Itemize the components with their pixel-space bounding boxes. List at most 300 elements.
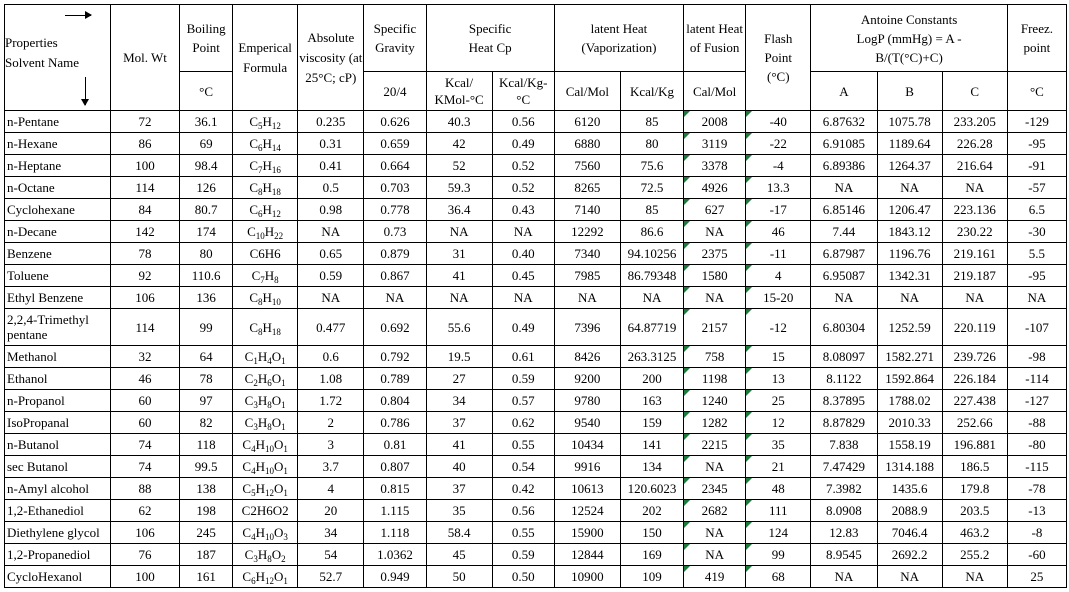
formula-element: H: [255, 437, 265, 452]
antoine-a-cell: 6.95087: [811, 265, 877, 287]
formula-cell: [233, 177, 298, 199]
lf-cell: NA: [684, 456, 746, 478]
antoine-c-cell: 255.2: [942, 544, 1007, 566]
antoine-b-cell: 1558.19: [877, 434, 942, 456]
cp-kg-cell: 0.43: [492, 199, 554, 221]
viscosity-cell: 0.477: [298, 309, 364, 346]
viscosity-cell: 52.7: [298, 566, 364, 588]
formula-subscript: 12: [271, 209, 281, 219]
freezing-point-cell: -129: [1007, 111, 1066, 133]
mol-wt-cell: 106: [110, 522, 179, 544]
cp-kg-cell: 0.56: [492, 111, 554, 133]
formula-element: C: [249, 136, 259, 151]
solvent-name-cell: Ethyl Benzene: [5, 287, 111, 309]
cp-kmol-cell: 37: [426, 412, 492, 434]
formula-element: C: [242, 525, 252, 540]
formula-element: H: [257, 415, 268, 430]
flash-point-cell: -4: [746, 155, 811, 177]
cp-kmol-cell: 40.3: [426, 111, 492, 133]
freezing-point-cell: -30: [1007, 221, 1066, 243]
formula-element: C: [244, 349, 254, 364]
freezing-point-cell: -127: [1007, 390, 1066, 412]
formula-cell: [233, 390, 298, 412]
formula-subscript: 2: [281, 554, 286, 564]
formula-element: H: [257, 349, 268, 364]
solvent-name-cell: n-Amyl alcohol: [5, 478, 111, 500]
formula-subscript: 2: [253, 378, 258, 388]
latent-fusion-header: latent Heat of Fusion: [684, 5, 746, 72]
formula-element: H: [257, 393, 268, 408]
antoine-a-cell: 6.91085: [811, 133, 877, 155]
specific-heat-header: Specific Heat Cp: [426, 5, 554, 72]
lv-kg-cell: 80: [620, 133, 683, 155]
formula-element: H: [264, 224, 275, 239]
table-row: [5, 478, 1067, 500]
lv-mol-cell: 10900: [554, 566, 620, 588]
viscosity-cell: 54: [298, 544, 364, 566]
formula-subscript: 8: [258, 297, 263, 307]
specific-gravity-cell: 0.692: [364, 309, 426, 346]
cp-kg-cell: 0.62: [492, 412, 554, 434]
antoine-c-cell: 186.5: [942, 456, 1007, 478]
boiling-point-cell: 136: [180, 287, 233, 309]
lv-mol-cell: 7140: [554, 199, 620, 221]
cp-kg-cell: 0.45: [492, 265, 554, 287]
specific-gravity-cell: 0.703: [364, 177, 426, 199]
boiling-point-cell: 97: [180, 390, 233, 412]
viscosity-cell: 34: [298, 522, 364, 544]
formula-cell: [233, 346, 298, 368]
formula-element: H: [255, 569, 265, 584]
cp-kmol-cell: 36.4: [426, 199, 492, 221]
cp-kmol-cell: 34: [426, 390, 492, 412]
lv-kg-cell: 86.79348: [620, 265, 683, 287]
freezing-point-cell: -91: [1007, 155, 1066, 177]
lv-kg-cell: 109: [620, 566, 683, 588]
antoine-b-cell: 1435.6: [877, 478, 942, 500]
cp-kg-cell: 0.56: [492, 500, 554, 522]
flash-point-cell: -17: [746, 199, 811, 221]
formula-subscript: 7: [258, 165, 263, 175]
boiling-point-cell: 99: [180, 309, 233, 346]
flash-point-cell: -12: [746, 309, 811, 346]
antoine-b-cell: 1592.864: [877, 368, 942, 390]
antoine-a-cell: 7.44: [811, 221, 877, 243]
antoine-a-cell: 6.87632: [811, 111, 877, 133]
formula-cell: [233, 243, 298, 265]
antoine-a-cell: 6.85146: [811, 199, 877, 221]
formula-element: C: [242, 459, 252, 474]
freezing-point-cell: -95: [1007, 133, 1066, 155]
mol-wt-cell: 60: [110, 390, 179, 412]
lf-cell: 4926: [684, 177, 746, 199]
freezing-point-cell: -13: [1007, 500, 1066, 522]
lf-cell: 2682: [684, 500, 746, 522]
table-row: [5, 265, 1067, 287]
formula-subscript: 5: [258, 121, 263, 131]
formula-element: C: [251, 268, 261, 283]
antoine-a-cell: 7.47429: [811, 456, 877, 478]
cp-kmol-cell: 52: [426, 155, 492, 177]
antoine-b-cell: 7046.4: [877, 522, 942, 544]
mol-wt-cell: 106: [110, 287, 179, 309]
viscosity-cell: 0.59: [298, 265, 364, 287]
mol-wt-cell: 114: [110, 177, 179, 199]
antoine-a-cell: 7.838: [811, 434, 877, 456]
formula-subscript: 7: [260, 275, 265, 285]
freezing-point-cell: 25: [1007, 566, 1066, 588]
lf-cell: NA: [684, 544, 746, 566]
cp-kmol-cell: 41: [426, 434, 492, 456]
antoine-a-cell: 8.1122: [811, 368, 877, 390]
formula-cell: [233, 265, 298, 287]
viscosity-header: Absolute viscosity (at 25°C; cP): [298, 5, 364, 111]
formula-element: C2H6O2: [241, 503, 289, 518]
lv-kg-cell: 134: [620, 456, 683, 478]
mol-wt-cell: 142: [110, 221, 179, 243]
cp-kmol-cell: 41: [426, 265, 492, 287]
formula-subscript: 1: [281, 356, 286, 366]
solvent-name-cell: 1,2-Propanediol: [5, 544, 111, 566]
viscosity-cell: 0.31: [298, 133, 364, 155]
freezing-point-cell: -57: [1007, 177, 1066, 199]
formula-element: H: [255, 525, 265, 540]
cp-kmol-cell: 45: [426, 544, 492, 566]
lf-cell: 627: [684, 199, 746, 221]
lf-cell: NA: [684, 522, 746, 544]
viscosity-cell: 20: [298, 500, 364, 522]
formula-subscript: 12: [264, 576, 274, 586]
solvent-name-cell: Methanol: [5, 346, 111, 368]
cp-kg-cell: NA: [492, 221, 554, 243]
solvent-name-cell: sec Butanol: [5, 456, 111, 478]
solvent-name-cell: Benzene: [5, 243, 111, 265]
specific-gravity-cell: 1.0362: [364, 544, 426, 566]
cp-kmol-cell: 55.6: [426, 309, 492, 346]
cp-kmol-cell: 59.3: [426, 177, 492, 199]
table-row: [5, 522, 1067, 544]
lv-mol-cell: 7985: [554, 265, 620, 287]
lv-mol-cell: 7340: [554, 243, 620, 265]
sg-unit: 20/4: [364, 72, 426, 111]
lf-cell: 758: [684, 346, 746, 368]
antoine-c-cell: NA: [942, 566, 1007, 588]
table-row: [5, 309, 1067, 346]
solvent-name-cell: n-Propanol: [5, 390, 111, 412]
lv-mol-cell: 12292: [554, 221, 620, 243]
boiling-point-cell: 187: [180, 544, 233, 566]
formula-subscript: 3: [253, 554, 258, 564]
freezing-point-cell: -114: [1007, 368, 1066, 390]
formula-subscript: 1: [281, 422, 286, 432]
mol-wt-cell: 88: [110, 478, 179, 500]
formula-subscript: 10: [255, 231, 265, 241]
formula-element: H: [262, 319, 272, 335]
lv-kg-cell: 85: [620, 111, 683, 133]
lv-mol-cell: 8265: [554, 177, 620, 199]
lv-kg-cell: 75.6: [620, 155, 683, 177]
cp-kmol-cell: 58.4: [426, 522, 492, 544]
lv-mol-cell: 12844: [554, 544, 620, 566]
antoine-b-cell: 1843.12: [877, 221, 942, 243]
formula-element: H: [262, 202, 272, 217]
solvent-name-cell: Toluene: [5, 265, 111, 287]
lv-mol-cell: 6880: [554, 133, 620, 155]
antoine-c-cell: 463.2: [942, 522, 1007, 544]
cp-kmol-cell: 31: [426, 243, 492, 265]
cp-kmol-cell: NA: [426, 287, 492, 309]
formula-element: H: [255, 481, 265, 496]
antoine-header: Antoine Constants LogP (mmHg) = A - B/(T(°C)+C): [811, 5, 1008, 72]
lf-cell: 2008: [684, 111, 746, 133]
table-row: [5, 199, 1067, 221]
corner-header: [5, 5, 111, 111]
mol-wt-cell: 74: [110, 434, 179, 456]
lv-kg-cell: 86.6: [620, 221, 683, 243]
formula-cell: [233, 155, 298, 177]
formula-subscript: 6: [267, 378, 272, 388]
lf-cell: 419: [684, 566, 746, 588]
lv-kg-cell: 202: [620, 500, 683, 522]
formula-cell: [233, 434, 298, 456]
solvent-name-cell: n-Heptane: [5, 155, 111, 177]
formula-cell: [233, 199, 298, 221]
lf-cell: 1240: [684, 390, 746, 412]
cp-kg-cell: 0.57: [492, 390, 554, 412]
specific-gravity-cell: 0.879: [364, 243, 426, 265]
formula-element: O: [273, 459, 284, 474]
cp-kmol-cell: 50: [426, 566, 492, 588]
formula-subscript: 8: [267, 422, 272, 432]
antoine-b-cell: NA: [877, 177, 942, 199]
solvent-name-cell: n-Hexane: [5, 133, 111, 155]
formula-element: H: [262, 290, 272, 305]
cp-kg-cell: 0.42: [492, 478, 554, 500]
table-row: [5, 155, 1067, 177]
freezing-point-cell: -107: [1007, 309, 1066, 346]
antoine-b-cell: 1788.02: [877, 390, 942, 412]
flash-point-cell: 25: [746, 390, 811, 412]
lf-cell: 2375: [684, 243, 746, 265]
boiling-point-cell: 80.7: [180, 199, 233, 221]
lf-unit: Cal/Mol: [684, 72, 746, 111]
cp-kg-cell: 0.52: [492, 177, 554, 199]
mol-wt-header: Mol. Wt: [110, 5, 179, 111]
formula-element: C: [242, 569, 252, 584]
viscosity-cell: 0.65: [298, 243, 364, 265]
formula-subscript: 1: [283, 466, 288, 476]
antoine-c-cell: 239.726: [942, 346, 1007, 368]
formula-subscript: 10: [264, 532, 274, 542]
solvent-name-cell: Ethanol: [5, 368, 111, 390]
lv-mol-cell: 9200: [554, 368, 620, 390]
formula-element: C: [244, 547, 254, 562]
mol-wt-cell: 60: [110, 412, 179, 434]
specific-gravity-cell: 0.81: [364, 434, 426, 456]
mol-wt-cell: 78: [110, 243, 179, 265]
solvent-name-cell: 2,2,4-Trimethyl pentane: [5, 309, 111, 346]
formula-element: O: [273, 525, 284, 540]
flash-point-header: Flash Point (°C): [746, 5, 811, 111]
formula-cell: [233, 500, 298, 522]
flash-point-cell: 48: [746, 478, 811, 500]
antoine-c-cell: 230.22: [942, 221, 1007, 243]
formula-element: H: [262, 136, 272, 151]
formula-subscript: 4: [267, 356, 272, 366]
lv-kg-cell: 64.87719: [620, 309, 683, 346]
antoine-c-cell: 252.66: [942, 412, 1007, 434]
antoine-b-cell: 1582.271: [877, 346, 942, 368]
antoine-c-cell: 203.5: [942, 500, 1007, 522]
freezing-point-cell: -88: [1007, 412, 1066, 434]
solvent-name-cell: Cyclohexane: [5, 199, 111, 221]
solvent-name-cell: n-Octane: [5, 177, 111, 199]
lv-mol-cell: 10434: [554, 434, 620, 456]
formula-element: H: [262, 180, 272, 195]
viscosity-cell: 0.41: [298, 155, 364, 177]
solvent-name-cell: CycloHexanol: [5, 566, 111, 588]
antoine-a-cell: NA: [811, 177, 877, 199]
antoine-b-cell: 1264.37: [877, 155, 942, 177]
formula-element: O: [273, 481, 284, 496]
table-row: [5, 368, 1067, 390]
specific-gravity-cell: 0.664: [364, 155, 426, 177]
formula-element: H: [264, 268, 275, 283]
flash-point-cell: 99: [746, 544, 811, 566]
antoine-c-cell: 227.438: [942, 390, 1007, 412]
antoine-c-cell: 226.28: [942, 133, 1007, 155]
boiling-point-cell: 78: [180, 368, 233, 390]
flash-point-cell: 15: [746, 346, 811, 368]
formula-cell: [233, 478, 298, 500]
formula-element: O: [271, 393, 282, 408]
formula-element: O: [271, 349, 282, 364]
formula-cell: [233, 133, 298, 155]
formula-subscript: 1: [283, 444, 288, 454]
lf-cell: 2345: [684, 478, 746, 500]
cp-kg-cell: 0.52: [492, 155, 554, 177]
antoine-b-cell: 1342.31: [877, 265, 942, 287]
antoine-c-cell: 216.64: [942, 155, 1007, 177]
antoine-c-cell: 219.161: [942, 243, 1007, 265]
antoine-a-cell: 8.37895: [811, 390, 877, 412]
specific-gravity-cell: 0.73: [364, 221, 426, 243]
lv-mol-cell: 8426: [554, 346, 620, 368]
formula-subscript: 3: [253, 422, 258, 432]
formula-subscript: 10: [264, 466, 274, 476]
specific-gravity-cell: 0.626: [364, 111, 426, 133]
antoine-a-cell: 8.0908: [811, 500, 877, 522]
flash-point-cell: 13: [746, 368, 811, 390]
mol-wt-cell: 72: [110, 111, 179, 133]
lv-mol-cell: 6120: [554, 111, 620, 133]
mol-wt-cell: 62: [110, 500, 179, 522]
freezing-point-cell: -78: [1007, 478, 1066, 500]
lv-kg-cell: NA: [620, 287, 683, 309]
table-row: [5, 221, 1067, 243]
solvent-name-cell: n-Pentane: [5, 111, 111, 133]
solvent-name-label: Solvent Name: [5, 55, 80, 70]
lv-mol-cell: 9540: [554, 412, 620, 434]
lv-mol-cell: 15900: [554, 522, 620, 544]
antoine-a-cell: 12.83: [811, 522, 877, 544]
mol-wt-cell: 32: [110, 346, 179, 368]
formula-subscript: 8: [274, 275, 279, 285]
formula-element: C: [249, 114, 259, 129]
boiling-point-cell: 126: [180, 177, 233, 199]
lv-kg-cell: 94.10256: [620, 243, 683, 265]
formula-element: H: [262, 158, 272, 173]
flash-point-cell: 124: [746, 522, 811, 544]
antoine-c-cell: 219.187: [942, 265, 1007, 287]
table-row: [5, 544, 1067, 566]
viscosity-cell: 1.72: [298, 390, 364, 412]
boiling-point-header: Boiling Point: [180, 5, 233, 72]
table-row: [5, 456, 1067, 478]
freezing-point-cell: -60: [1007, 544, 1066, 566]
table-row: [5, 412, 1067, 434]
properties-label: Properties: [5, 35, 58, 50]
lv-kg-cell: 263.3125: [620, 346, 683, 368]
antoine-b-cell: 1252.59: [877, 309, 942, 346]
cp-kg-cell: 0.61: [492, 346, 554, 368]
formula-subscript: 5: [251, 488, 256, 498]
mol-wt-cell: 74: [110, 456, 179, 478]
cp-unit-kmol: Kcal/ KMol-°C: [426, 72, 492, 111]
formula-subscript: 22: [274, 231, 284, 241]
antoine-c-cell: NA: [942, 177, 1007, 199]
formula-subscript: 6: [258, 143, 263, 153]
formula-element: O: [271, 415, 282, 430]
boiling-point-cell: 64: [180, 346, 233, 368]
formula-cell: [233, 456, 298, 478]
lf-cell: 1198: [684, 368, 746, 390]
cp-kg-cell: 0.59: [492, 368, 554, 390]
formula-header: Emperical Formula: [233, 5, 298, 111]
viscosity-cell: 0.235: [298, 111, 364, 133]
solvent-name-cell: n-Butanol: [5, 434, 111, 456]
lf-cell: NA: [684, 221, 746, 243]
freezing-point-cell: -8: [1007, 522, 1066, 544]
freez-unit: °C: [1007, 72, 1066, 111]
flash-point-cell: 15-20: [746, 287, 811, 309]
cp-kg-cell: 0.50: [492, 566, 554, 588]
antoine-b-header: B: [877, 72, 942, 111]
formula-element: O: [271, 371, 282, 386]
formula-cell: [233, 287, 298, 309]
specific-gravity-cell: NA: [364, 287, 426, 309]
formula-cell: [233, 309, 298, 346]
specific-gravity-cell: 0.792: [364, 346, 426, 368]
formula-element: C: [247, 224, 256, 239]
cp-kmol-cell: 40: [426, 456, 492, 478]
formula-element: H: [255, 459, 265, 474]
viscosity-cell: 0.98: [298, 199, 364, 221]
formula-subscript: 8: [267, 554, 272, 564]
formula-subscript: 4: [251, 532, 256, 542]
lf-cell: NA: [684, 287, 746, 309]
specific-gravity-cell: 0.778: [364, 199, 426, 221]
lv-mol-cell: NA: [554, 287, 620, 309]
antoine-c-cell: 220.119: [942, 309, 1007, 346]
formula-subscript: 1: [281, 400, 286, 410]
specific-gravity-cell: 0.949: [364, 566, 426, 588]
boiling-point-cell: 82: [180, 412, 233, 434]
lv-mol-cell: 7560: [554, 155, 620, 177]
freezing-point-cell: -95: [1007, 265, 1066, 287]
antoine-b-cell: 2010.33: [877, 412, 942, 434]
solvent-name-cell: n-Decane: [5, 221, 111, 243]
